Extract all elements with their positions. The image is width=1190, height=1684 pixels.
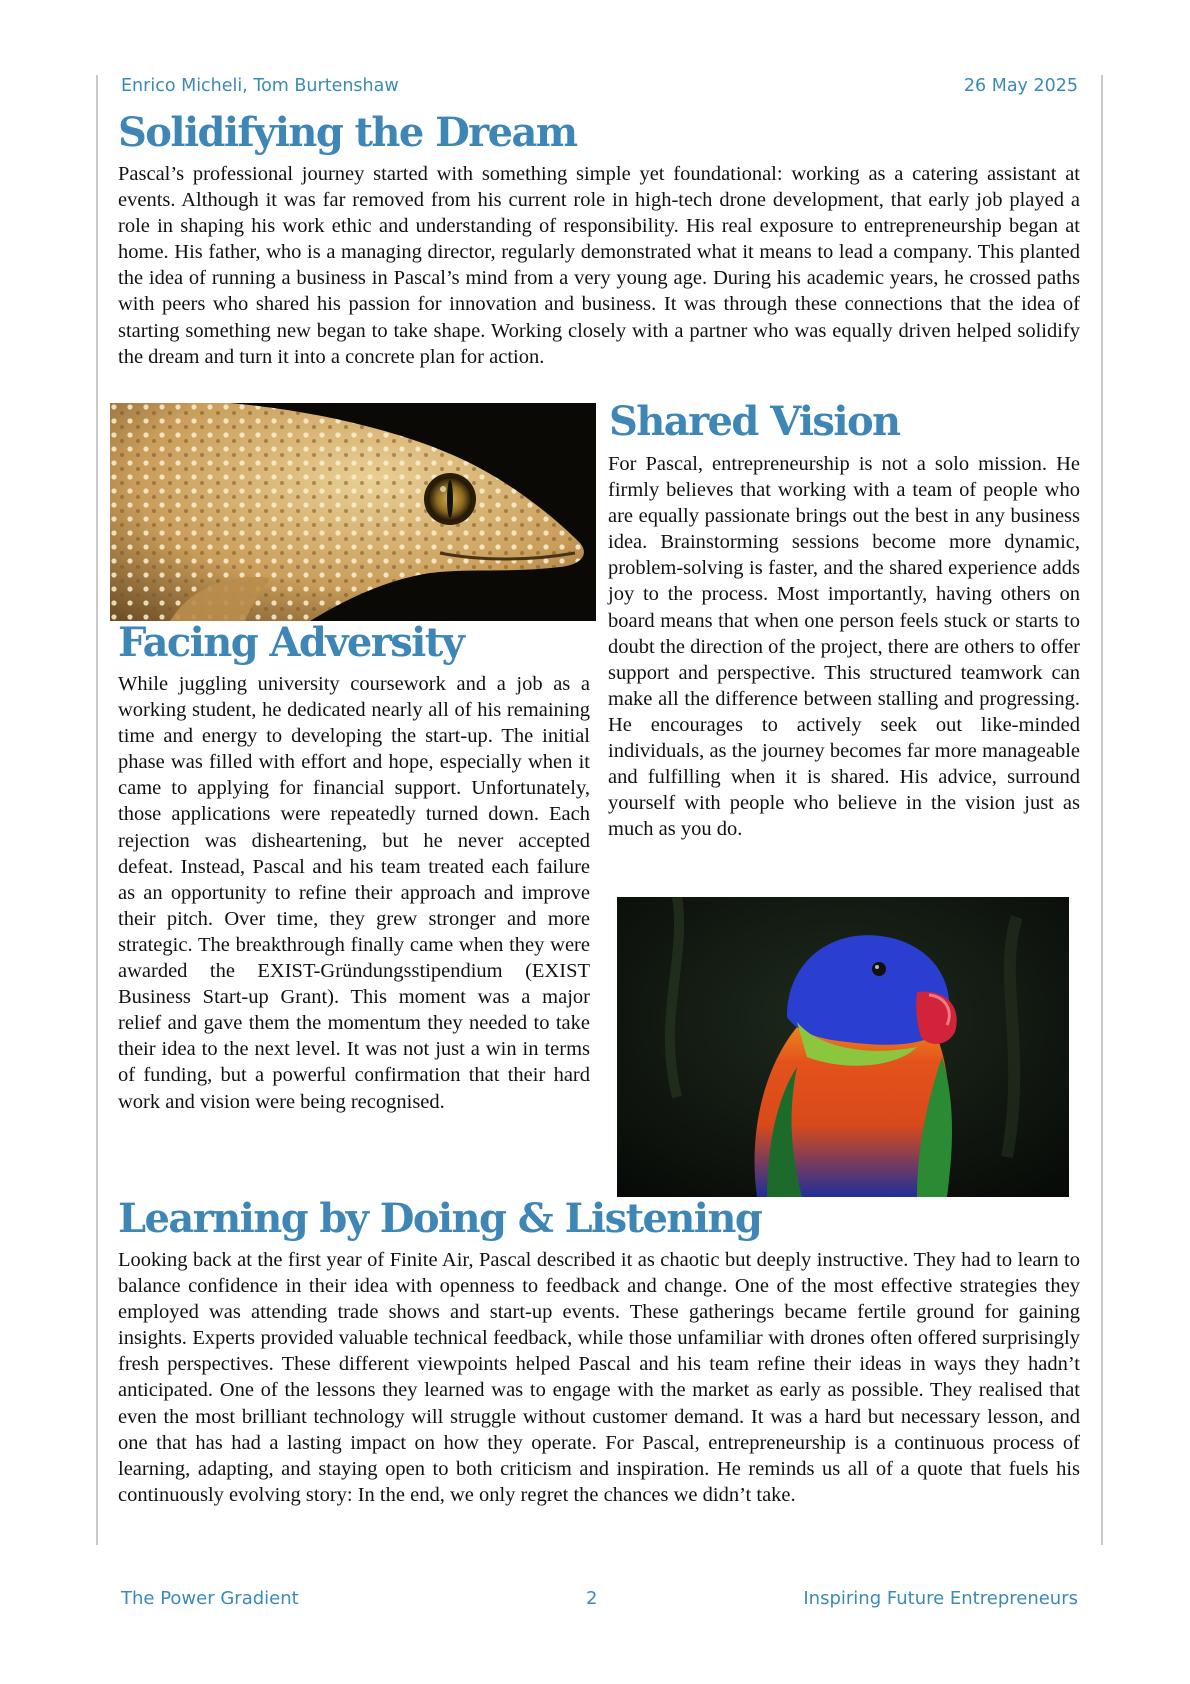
section-title-adversity: Facing Adversity	[118, 619, 464, 666]
section-body-vision: For Pascal, entrepreneurship is not a solo mission. He firmly believes that working with a team of people who are equally passionate brings out the best in any business idea. Brainstorming sessions become more dynamic, problem-solving is faster, and the shared experience adds joy to the process. Most importantly, having others on board means that when one person feels stuck or starts to doubt the direction of the project, there are others to offer support and perspective. This structured teamwork can make all the difference between stalling and progressing. He encourages to actively seek out like-minded individuals, as the journey becomes far more manageable and fulfilling when it is shared. His advice, surround yourself with people who believe in the vision just as much as you do.	[608, 453, 1080, 841]
header-date: 26 May 2025	[963, 76, 1078, 96]
gecko-illustration	[110, 403, 596, 621]
section-title-vision: Shared Vision	[609, 398, 900, 445]
footer-tagline: Inspiring Future Entrepreneurs	[803, 1588, 1078, 1609]
section-body-learning: Looking back at the first year of Finite Air, Pascal described it as chaotic but deeply instructive. They had to learn to balance confidence in their idea with openness to feedback and change. One of the most effective strategies they employed was attending trade shows and start-up events. These gatherings became fertile ground for gaining insights. Experts provided valuable technical feedback, while those unfamiliar with drones often offered surprisingly fresh perspectives. These different viewpoints helped Pascal and his team refine their ideas in ways they hadn’t anticipated. One of the lessons they learned was to engage with the market as early as possible. They realised that even the most brilliant technology will struggle without customer demand. It was a hard but necessary lesson, and one that has had a lasting impact on how they operate. For Pascal, entrepreneurship is a continuous process of learning, adapting, and staying open to both criticism and inspiration. He reminds us all of a quote that fuels his continuously evolving story: In the end, we only regret the chances we didn’t take.	[118, 1249, 1080, 1506]
section-title-dream: Solidifying the Dream	[118, 109, 577, 156]
section-title-learning: Learning by Doing & Listening	[118, 1195, 762, 1242]
section-body-adversity: While juggling university coursework and a job as a working student, he dedicated nearly all of his remaining time and energy to developing the start-up. The initial phase was filled with effort and hope, especially when it came to applying for financial support. Unfortunately, those applications were repeatedly turned down. Each rejection was disheartening, but he never accepted defeat. Instead, Pascal and his team treated each failure as an opportunity to refine their approach and improve their pitch. Over time, they grew stronger and more strategic. The breakthrough finally came when they were awarded the EXIST-Gründungsstipendium (EXIST Business Start-up Grant). This moment was a major relief and gave them the momentum they needed to take their idea to the next level. It was not just a win in terms of funding, but a powerful confirmation that their hard work and vision were being recognised.	[118, 673, 590, 1113]
footer-page-number: 2	[586, 1588, 598, 1609]
left-margin-rule	[96, 75, 98, 1545]
right-margin-rule	[1101, 75, 1103, 1545]
section-body-dream: Pascal’s professional journey started with something simple yet foundational: working as a catering assistant at events. Although it was far removed from his current role in high-tech drone development, that early job played a role in shaping his work ethic and understanding of responsibility. His real exposure to entrepreneurship began at home. His father, who is a managing director, regularly demonstrated what it means to lead a company. This planted the idea of running a business in Pascal’s mind from a very young age. During his academic years, he crossed paths with peers who shared his passion for innovation and business. It was through these connections that the idea of starting something new began to take shape. Working closely with a partner who was equally driven helped solidify the dream and turn it into a concrete plan for action.	[118, 163, 1080, 368]
lorikeet-photo	[617, 897, 1069, 1197]
footer-magazine-name: The Power Gradient	[121, 1588, 299, 1609]
header-authors: Enrico Micheli, Tom Burtenshaw	[121, 76, 399, 96]
lorikeet-illustration	[617, 897, 1069, 1197]
gecko-photo	[110, 403, 596, 621]
